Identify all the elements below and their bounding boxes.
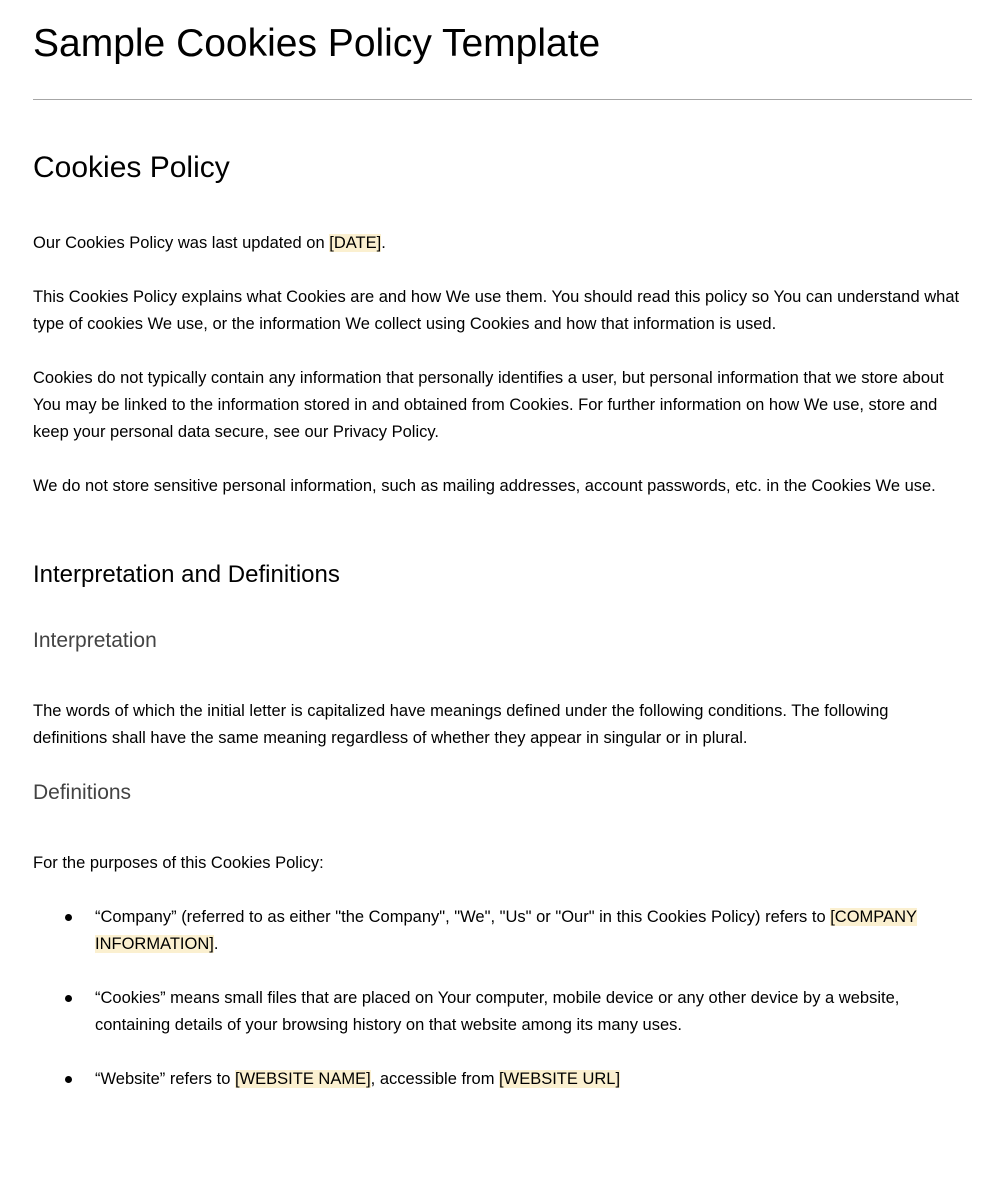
policy-explains-paragraph: This Cookies Policy explains what Cookies are and how We use them. You should read this policy so You can understand what type of cookies We use, or the information We collect using Cookies and how that information is used. <box>33 288 960 333</box>
definition-item-website <box>95 1066 967 1093</box>
interpretation-paragraph: The words of which the initial letter is capitalized have meanings defined under the following conditions. The following definitions shall have the same meaning regardless of whether they appear in singular or in plural. <box>33 702 889 747</box>
definitions-lead-in: For the purposes of this Cookies Policy: <box>33 854 324 872</box>
personal-info-paragraph: Cookies do not typically contain any information that personally identifies a user, but personal information that we store about You may be linked to the information stored in and obtained from Cookies. For further information on how We use, store and keep your personal data secure, see our Privacy Policy. <box>33 369 944 441</box>
last-updated-paragraph <box>33 230 967 257</box>
text-segment: . <box>381 234 386 252</box>
definitions-subheading: Definitions <box>33 781 132 804</box>
interpretation-subheading: Interpretation <box>33 629 157 652</box>
text-segment: “Company” (referred to as either "the Company", "We", "Us" or "Our" in this Cookies Policy) refers to <box>95 908 831 926</box>
text-segment: . <box>213 935 219 953</box>
definition-item-company <box>95 904 967 958</box>
text-segment: “Cookies” means small files that are placed on Your computer, mobile device or any other device by a website, containing details of your browsing history on that website among its many uses. <box>95 989 900 1034</box>
text-segment: Our Cookies Policy was last updated on <box>33 234 330 252</box>
divider <box>33 99 972 100</box>
definitions-list <box>33 904 967 1093</box>
website-url-placeholder-highlight: [WEBSITE URL] <box>499 1070 621 1088</box>
interpretation-and-definitions-heading: Interpretation and Definitions <box>33 561 340 588</box>
date-placeholder-highlight: [DATE] <box>329 234 382 252</box>
text-segment: , accessible from <box>370 1070 500 1088</box>
sensitive-info-paragraph: We do not store sensitive personal information, such as mailing addresses, account passwords, etc. in the Cookies We use. <box>33 477 936 495</box>
website-name-placeholder-highlight: [WEBSITE NAME] <box>234 1070 371 1088</box>
text-segment: “Website” refers to <box>95 1070 235 1088</box>
definition-item-cookies <box>95 985 967 1039</box>
document-title: Sample Cookies Policy Template <box>33 22 601 65</box>
company-information-placeholder-highlight: [COMPANY INFORMATION] <box>95 908 918 953</box>
cookies-policy-heading: Cookies Policy <box>33 151 230 184</box>
